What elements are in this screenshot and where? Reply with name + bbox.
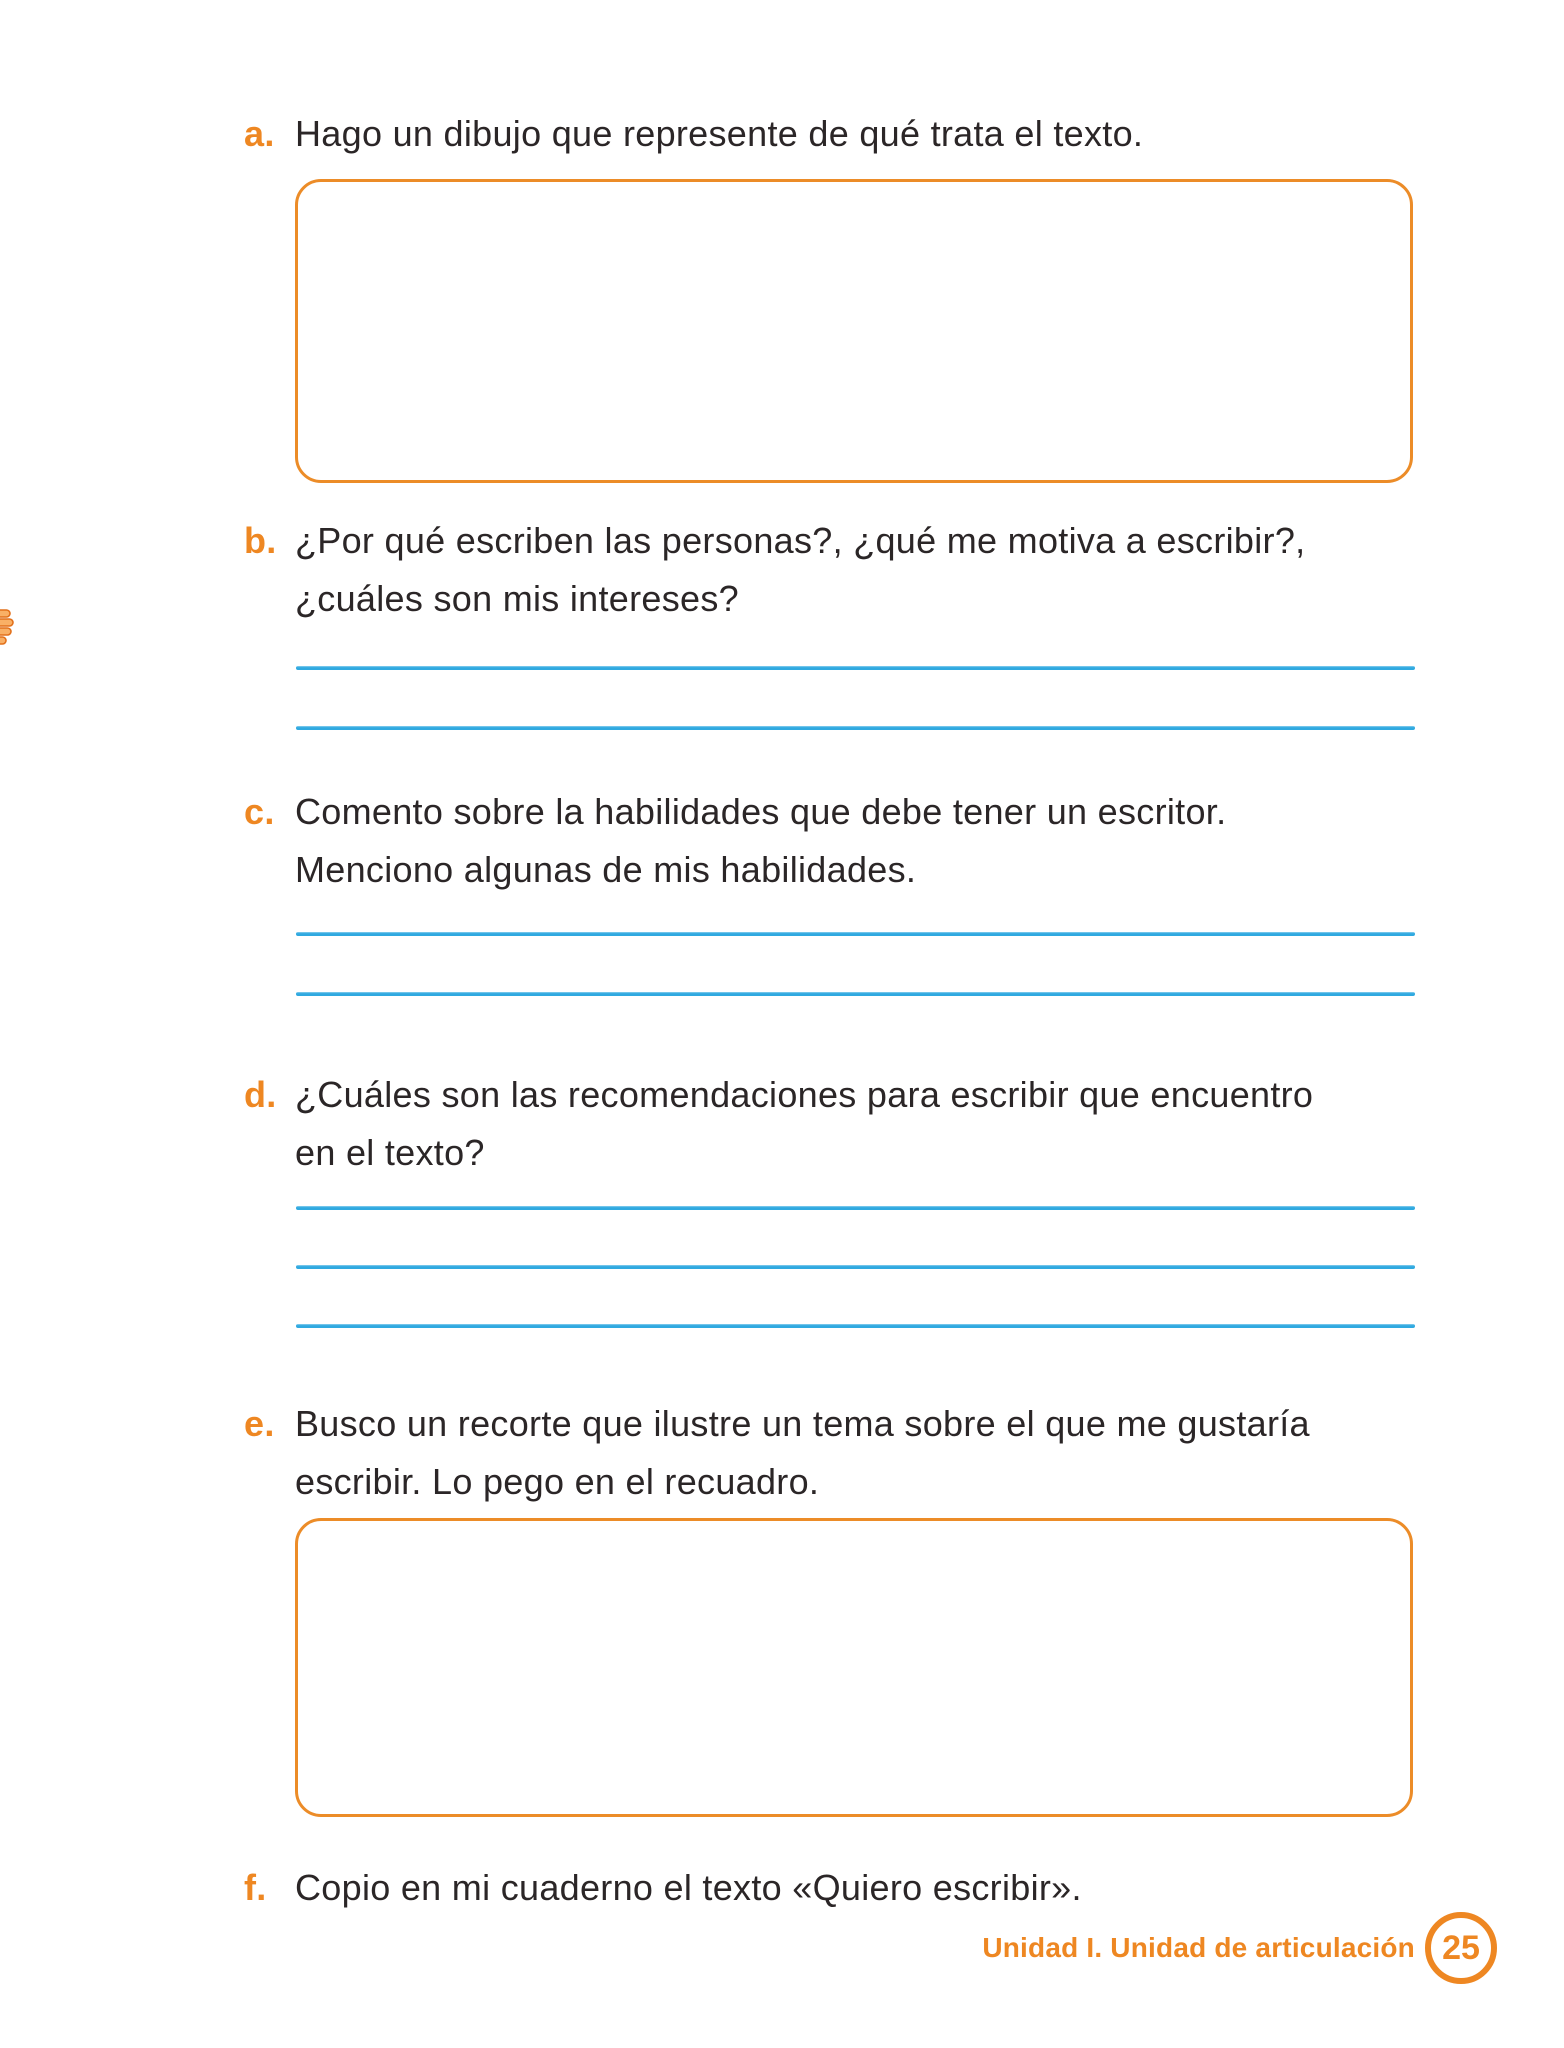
item-b-text — [295, 512, 1425, 628]
item-e-line2: escribir. Lo pego en el recuadro. — [295, 1461, 820, 1502]
item-c-line1: Comento sobre la habilidades que debe tener un escritor. — [295, 791, 1227, 832]
item-d-line2: en el texto? — [295, 1132, 485, 1173]
drawing-box-a[interactable] — [295, 179, 1413, 483]
item-c-marker: c. — [244, 791, 275, 832]
item-a-marker: a. — [244, 113, 275, 154]
item-a-line1: Hago un dibujo que represente de qué trata el texto. — [295, 113, 1144, 154]
item-c-line2: Menciono algunas de mis habilidades. — [295, 849, 917, 890]
answer-line-d2[interactable] — [296, 1265, 1415, 1269]
item-f-text — [295, 1859, 1425, 1917]
footer-unit-label: Unidad I. Unidad de articulación — [982, 1932, 1415, 1963]
hand-illustration-icon — [0, 608, 20, 650]
item-a-text — [295, 105, 1425, 163]
page-number-badge — [1425, 1912, 1497, 1984]
answer-line-d3[interactable] — [296, 1324, 1415, 1328]
page-number: 25 — [1442, 1928, 1480, 1967]
answer-line-b1[interactable] — [296, 666, 1415, 670]
item-c-text — [295, 783, 1425, 899]
item-f-line1: Copio en mi cuaderno el texto «Quiero escribir». — [295, 1867, 1082, 1908]
item-e-line1: Busco un recorte que ilustre un tema sobre el que me gustaría — [295, 1403, 1310, 1444]
item-b-line1: ¿Por qué escriben las personas?, ¿qué me motiva a escribir?, — [295, 520, 1306, 561]
answer-line-b2[interactable] — [296, 726, 1415, 730]
item-e-marker: e. — [244, 1403, 275, 1444]
item-d-line1: ¿Cuáles son las recomendaciones para escribir que encuentro — [295, 1074, 1314, 1115]
item-e-text — [295, 1395, 1425, 1511]
item-b-line2: ¿cuáles son mis intereses? — [295, 578, 739, 619]
answer-line-c2[interactable] — [296, 992, 1415, 996]
item-d-text — [295, 1066, 1425, 1182]
item-f-marker: f. — [244, 1867, 267, 1908]
answer-line-c1[interactable] — [296, 932, 1415, 936]
item-b-marker: b. — [244, 520, 277, 561]
item-d-marker: d. — [244, 1074, 277, 1115]
paste-box-e[interactable] — [295, 1518, 1413, 1817]
answer-line-d1[interactable] — [296, 1206, 1415, 1210]
